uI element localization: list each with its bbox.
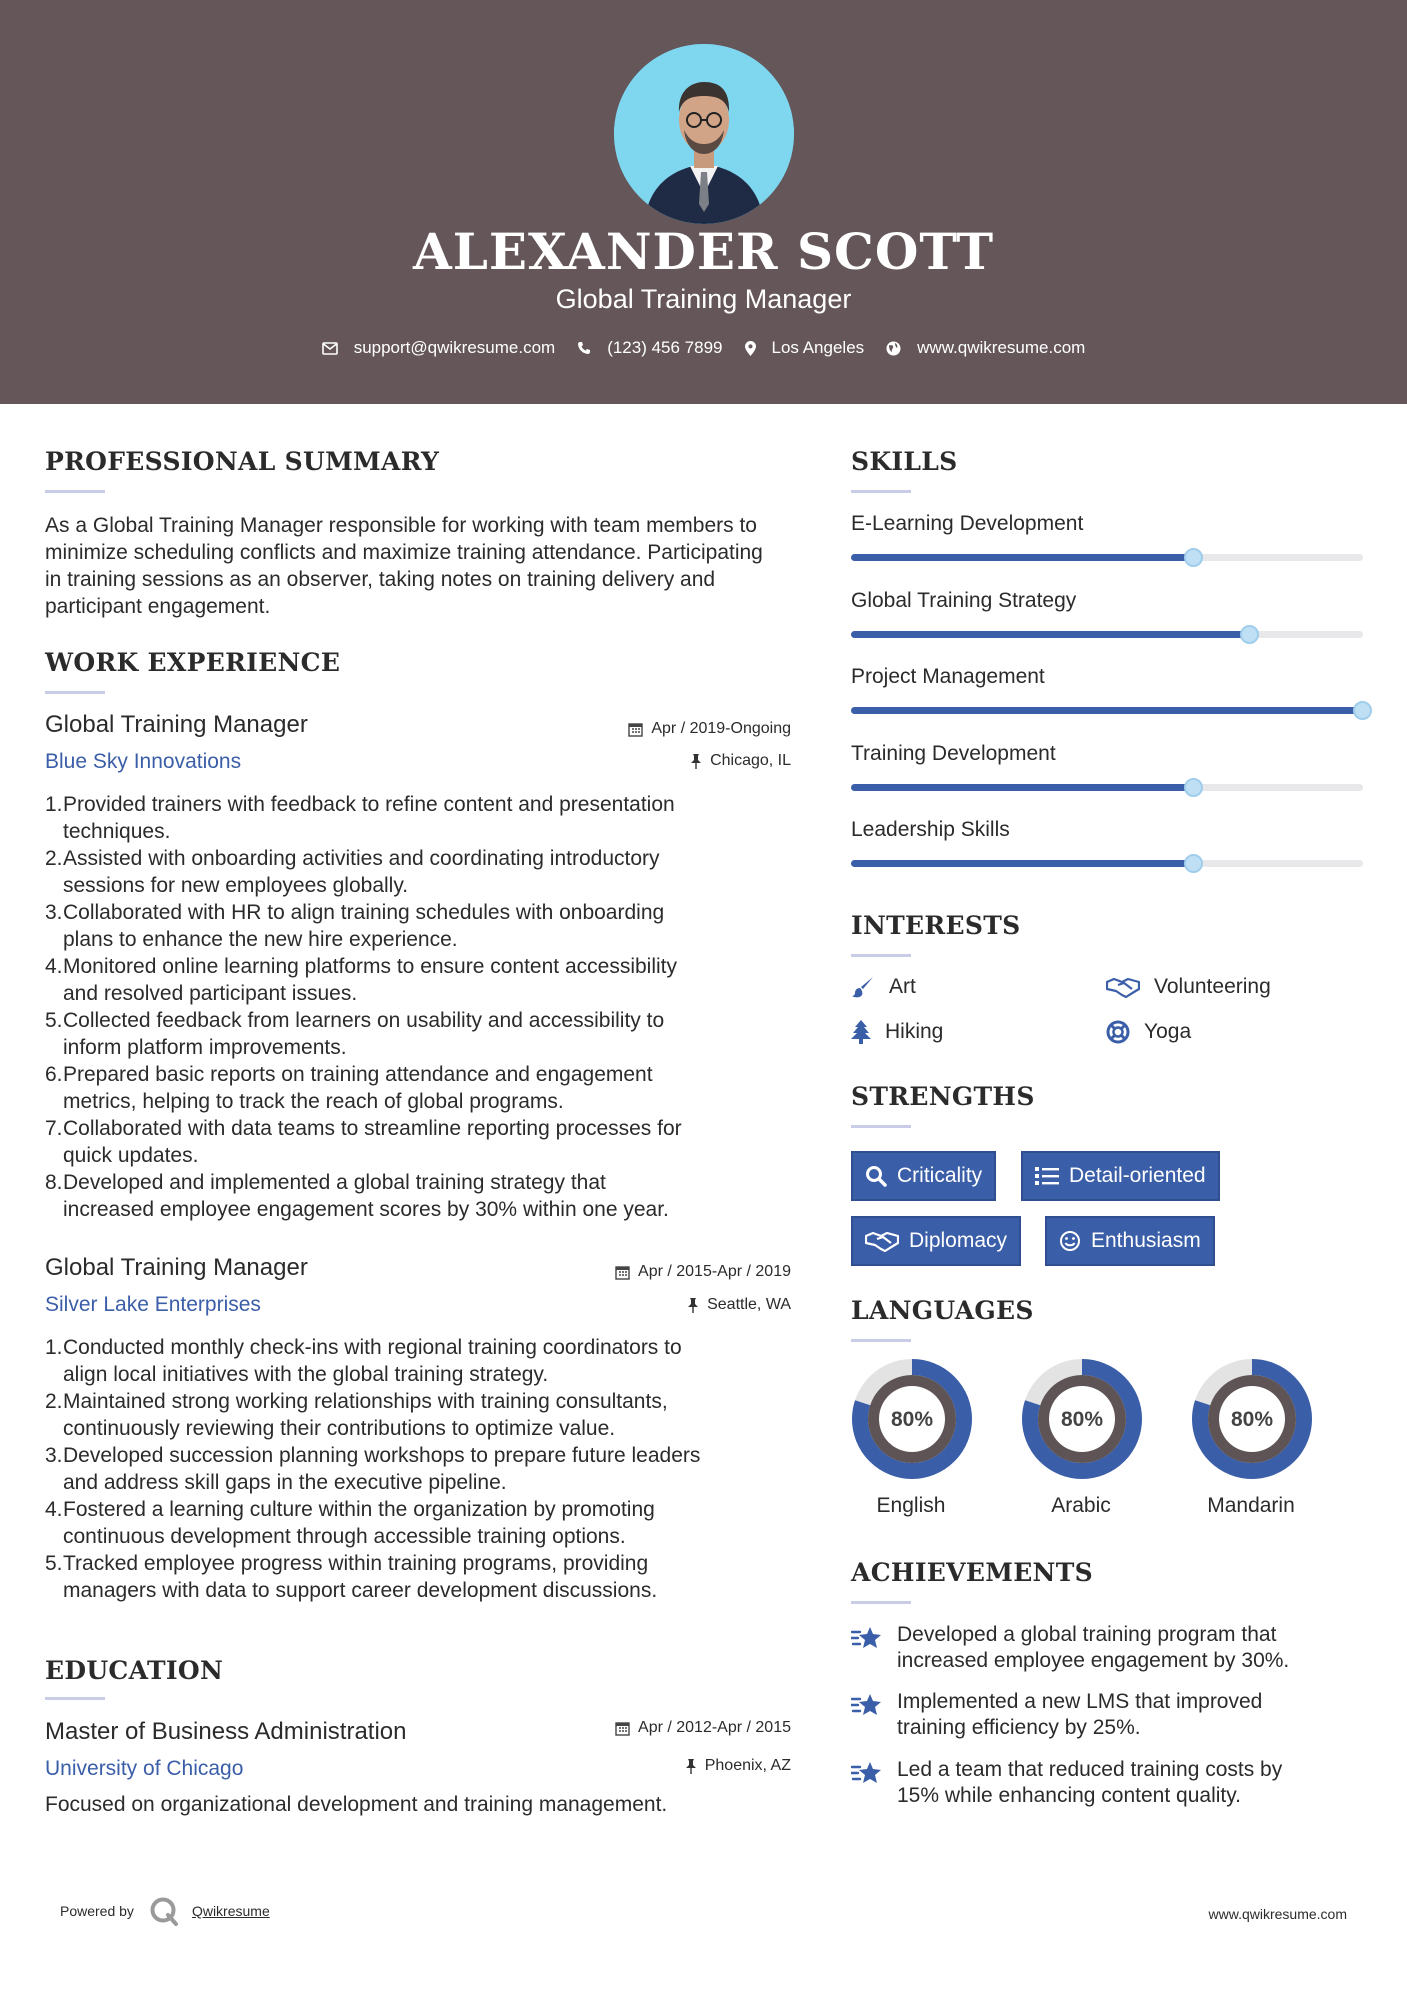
powered-by-text: Powered by [60, 1903, 134, 1919]
strengths-heading: STRENGTHS [851, 1082, 1035, 1111]
strength-criticality-label: Criticality [897, 1164, 983, 1187]
bullet-text [63, 1550, 657, 1604]
bullet-text-line: metrics, helping to track the reach of global programs. [63, 1090, 564, 1113]
achievement-item [851, 1757, 1371, 1809]
bullet-text-line: techniques. [63, 820, 171, 843]
bullet-text-line: sessions for new employees globally. [63, 874, 409, 897]
bullet-text [63, 1442, 700, 1496]
achievement-text [897, 1689, 1262, 1741]
strength-enthusiasm [1045, 1216, 1215, 1266]
skill-level-fill [851, 860, 1194, 867]
bullet-text-line: align local initiatives with the global training strategy. [63, 1363, 549, 1386]
job-1-location [690, 752, 791, 770]
education-location-text: Phoenix, AZ [704, 1757, 791, 1774]
bullet-number: 2. [45, 847, 63, 870]
education-location [685, 1757, 791, 1775]
bullet-text [63, 1334, 682, 1388]
footer-website[interactable]: www.qwikresume.com [1208, 1906, 1347, 1922]
achievement-text-line: increased employee engagement by 30%. [897, 1649, 1290, 1672]
calendar-icon [615, 1721, 630, 1736]
bullet-text-line: Collaborated with HR to align training schedules with onboarding [63, 901, 665, 924]
skills-heading: SKILLS [851, 447, 958, 476]
contact-phone[interactable] [577, 338, 722, 358]
achievement-item [851, 1622, 1371, 1674]
achievement-text-line: Developed a global training program that [897, 1623, 1277, 1646]
bullet-item [45, 1169, 785, 1223]
achievements-heading: ACHIEVEMENTS [851, 1558, 1093, 1587]
experience-heading: WORK EXPERIENCE [45, 648, 341, 677]
search-icon [865, 1165, 887, 1187]
education-heading-rule [45, 1697, 105, 1700]
bullet-text-line: Tracked employee progress within training programs, providing [63, 1552, 649, 1575]
job-2-title: Global Training Manager [45, 1254, 308, 1281]
bullet-item [45, 1007, 785, 1061]
job-2-location-text: Seattle, WA [707, 1296, 791, 1313]
bullet-number: 5. [45, 1552, 63, 1575]
candidate-title: Global Training Manager [555, 284, 852, 314]
skill-level-bar [851, 554, 1363, 561]
bullet-item [45, 1442, 785, 1496]
education-degree: Master of Business Administration [45, 1718, 407, 1745]
skill-level-knob [1184, 778, 1203, 797]
contact-email-text: support@qwikresume.com [353, 338, 556, 357]
list-icon [1035, 1166, 1059, 1186]
skill-level-knob [1240, 625, 1259, 644]
skill-level-fill [851, 554, 1194, 561]
bullet-text-line: plans to enhance the new hire experience. [63, 928, 458, 951]
bullet-text-line: Collaborated with data teams to streamline reporting processes for [63, 1117, 682, 1140]
job-2-dates-text: Apr / 2015-Apr / 2019 [638, 1263, 791, 1280]
bullet-number: 5. [45, 1009, 63, 1032]
achievement-text [897, 1622, 1289, 1674]
shooting-star-icon [851, 1624, 883, 1652]
resume-header [0, 0, 1407, 404]
bullet-item [45, 1496, 785, 1550]
interest-hiking [851, 1020, 943, 1044]
bullet-text-line: Fostered a learning culture within the organization by promoting [63, 1498, 655, 1521]
skills-heading-rule [851, 490, 911, 493]
calendar-icon [628, 722, 643, 737]
experience-heading-rule [45, 691, 105, 694]
pushpin-icon [685, 1759, 697, 1774]
language-percent: 80% [890, 1408, 934, 1431]
bullet-item [45, 1334, 785, 1388]
bullet-text-line: quick updates. [63, 1144, 199, 1167]
job-1-title: Global Training Manager [45, 711, 308, 738]
bullet-number: 4. [45, 955, 63, 978]
bullet-number: 3. [45, 901, 63, 924]
skill-level-bar [851, 631, 1363, 638]
contact-phone-text: (123) 456 7899 [607, 338, 723, 357]
interest-volunteering-label: Volunteering [1154, 975, 1271, 998]
achievement-text-line: 15% while enhancing content quality. [897, 1784, 1242, 1807]
bullet-text [63, 1061, 653, 1115]
education-heading: EDUCATION [45, 1656, 224, 1685]
bullet-text-line: Monitored online learning platforms to ensure content accessibility [63, 955, 677, 978]
skill-level-bar [851, 860, 1363, 867]
handshake-icon [865, 1230, 899, 1252]
language-ring [1021, 1358, 1143, 1480]
skill-label: Training Development [851, 741, 1056, 765]
language-label: Arabic [1051, 1494, 1111, 1517]
language-ring [1191, 1358, 1313, 1480]
bullet-item [45, 1388, 785, 1442]
skill-level-knob [1184, 854, 1203, 873]
bullet-text-line: continuous development through accessible training options. [63, 1525, 626, 1548]
interests-heading-rule [851, 954, 911, 957]
bullet-text-line: Collected feedback from learners on usability and accessibility to [63, 1009, 665, 1032]
bullet-text [63, 845, 660, 899]
contact-website-text: www.qwikresume.com [917, 338, 1086, 357]
contact-email[interactable] [322, 338, 556, 358]
skill-level-bar [851, 784, 1363, 791]
language-percent: 80% [1060, 1408, 1104, 1431]
calendar-icon [615, 1265, 630, 1280]
bullet-item [45, 899, 785, 953]
bullet-number: 3. [45, 1444, 63, 1467]
education-description: Focused on organizational development and training management. [45, 1793, 668, 1816]
bullet-text [63, 1007, 664, 1061]
language-label: Mandarin [1207, 1494, 1295, 1517]
language-item [851, 1358, 971, 1517]
strength-criticality [851, 1151, 996, 1201]
bullet-text-line: managers with data to support career development discussions. [63, 1579, 658, 1602]
lifebuoy-icon [1106, 1020, 1130, 1044]
envelope-icon [322, 342, 338, 355]
bullet-text-line: increased employee engagement scores by 30% within one year. [63, 1198, 669, 1221]
smile-icon [1059, 1230, 1081, 1252]
summary-heading: PROFESSIONAL SUMMARY [45, 447, 440, 476]
job-1-bullets [45, 791, 785, 1223]
skill-level-fill [851, 784, 1194, 791]
strength-diplomacy [851, 1216, 1021, 1266]
interest-art-label: Art [889, 975, 916, 998]
paintbrush-icon [851, 975, 875, 999]
bullet-number: 6. [45, 1063, 63, 1086]
achievement-text-line: Led a team that reduced training costs by [897, 1758, 1283, 1781]
shooting-star-icon [851, 1691, 883, 1719]
bullet-item [45, 1550, 785, 1604]
bullet-item [45, 1061, 785, 1115]
job-2-dates [615, 1263, 791, 1281]
bullet-text [63, 1388, 668, 1442]
bullet-item [45, 845, 785, 899]
bullet-item [45, 791, 785, 845]
bullet-text-line: Maintained strong working relationships with training consultants, [63, 1390, 668, 1413]
job-2-bullets [45, 1334, 785, 1604]
tree-icon [851, 1020, 871, 1044]
skill-level-fill [851, 631, 1250, 638]
strength-enthusiasm-label: Enthusiasm [1091, 1229, 1201, 1252]
education-dates-text: Apr / 2012-Apr / 2015 [638, 1719, 791, 1736]
achievement-text [897, 1757, 1282, 1809]
bullet-text [63, 1496, 655, 1550]
bullet-text [63, 1169, 669, 1223]
language-item [1191, 1358, 1311, 1517]
interest-art [851, 975, 916, 999]
job-1-company: Blue Sky Innovations [45, 750, 242, 773]
bullet-text-line: Developed and implemented a global training strategy that [63, 1171, 606, 1194]
bullet-number: 7. [45, 1117, 63, 1140]
globe-icon [886, 341, 901, 356]
bullet-text-line: Provided trainers with feedback to refine content and presentation [63, 793, 675, 816]
interest-hiking-label: Hiking [885, 1020, 944, 1043]
skill-level-knob [1353, 701, 1372, 720]
profile-photo [614, 44, 794, 224]
summary-heading-rule [45, 490, 105, 493]
bullet-text-line: and address skill gaps in the executive pipeline. [63, 1471, 507, 1494]
education-dates [615, 1719, 791, 1737]
footer-powered-by [60, 1895, 270, 1927]
language-percent: 80% [1230, 1408, 1274, 1431]
bullet-text [63, 953, 677, 1007]
qwikresume-logo-icon [148, 1895, 180, 1927]
bullet-text-line: Conducted monthly check-ins with regional training coordinators to [63, 1336, 682, 1359]
interest-volunteering [1106, 975, 1271, 999]
job-2-location [687, 1296, 791, 1314]
bullet-number: 1. [45, 1336, 63, 1359]
pushpin-icon [690, 754, 702, 769]
bullet-item [45, 953, 785, 1007]
skill-label: Leadership Skills [851, 818, 1010, 841]
bullet-item [45, 1115, 785, 1169]
bullet-text [63, 899, 664, 953]
skill-level-fill [851, 707, 1363, 714]
achievement-text-line: Implemented a new LMS that improved [897, 1690, 1263, 1713]
interest-yoga-label: Yoga [1144, 1020, 1192, 1043]
strength-detail-oriented-label: Detail-oriented [1069, 1164, 1206, 1187]
interest-yoga [1106, 1020, 1191, 1044]
bullet-text [63, 1115, 682, 1169]
contact-location [745, 338, 865, 358]
contact-bar [0, 338, 1407, 358]
pushpin-icon [687, 1298, 699, 1313]
bullet-text-line: and resolved participant issues. [63, 982, 358, 1005]
qwikresume-link[interactable]: Qwikresume [191, 1903, 270, 1919]
job-1-dates-text: Apr / 2019-Ongoing [651, 720, 791, 737]
handshake-icon [1106, 976, 1140, 998]
skill-label: Project Management [851, 665, 1045, 688]
skill-level-bar [851, 707, 1363, 714]
job-1-dates [628, 720, 791, 738]
strength-diplomacy-label: Diplomacy [909, 1229, 1008, 1252]
bullet-text-line: continuously reviewing their contributions to optimize value. [63, 1417, 616, 1440]
languages-heading: LANGUAGES [851, 1296, 1034, 1325]
bullet-number: 2. [45, 1390, 63, 1413]
achievement-text-line: training efficiency by 25%. [897, 1716, 1141, 1739]
language-ring [851, 1358, 973, 1480]
bullet-text-line: Assisted with onboarding activities and coordinating introductory [63, 847, 660, 870]
interests-heading: INTERESTS [851, 911, 1021, 940]
candidate-name: ALEXANDER SCOTT [412, 222, 995, 281]
contact-location-text: Los Angeles [771, 338, 865, 357]
education-school: University of Chicago [45, 1757, 244, 1780]
avatar [614, 44, 794, 224]
achievements-heading-rule [851, 1601, 911, 1604]
phone-icon [577, 341, 591, 355]
bullet-number: 1. [45, 793, 63, 816]
map-pin-icon [745, 341, 756, 356]
bullet-text-line: inform platform improvements. [63, 1036, 347, 1059]
achievement-item [851, 1689, 1371, 1741]
skill-level-knob [1184, 548, 1203, 567]
bullet-text-line: Developed succession planning workshops to prepare future leaders [63, 1444, 701, 1467]
bullet-text [63, 791, 675, 845]
skill-label: E-Learning Development [851, 512, 1084, 535]
job-1-location-text: Chicago, IL [710, 752, 791, 769]
summary-text: As a Global Training Manager responsible for working with team members to minimize scheduling conflicts and maximize training attendance. Participating in training sessions as an observer, taking notes on training delivery and participant engagement. [45, 514, 763, 618]
shooting-star-icon [851, 1759, 883, 1787]
bullet-text-line: Prepared basic reports on training attendance and engagement [63, 1063, 653, 1086]
language-label: English [876, 1494, 946, 1517]
job-2-company: Silver Lake Enterprises [45, 1293, 261, 1316]
contact-website[interactable] [886, 338, 1085, 358]
skill-label: Global Training Strategy [851, 588, 1077, 612]
strength-detail-oriented [1021, 1151, 1220, 1201]
strengths-heading-rule [851, 1125, 911, 1128]
bullet-number: 4. [45, 1498, 63, 1521]
language-item [1021, 1358, 1141, 1517]
bullet-number: 8. [45, 1171, 63, 1194]
languages-heading-rule [851, 1339, 911, 1342]
